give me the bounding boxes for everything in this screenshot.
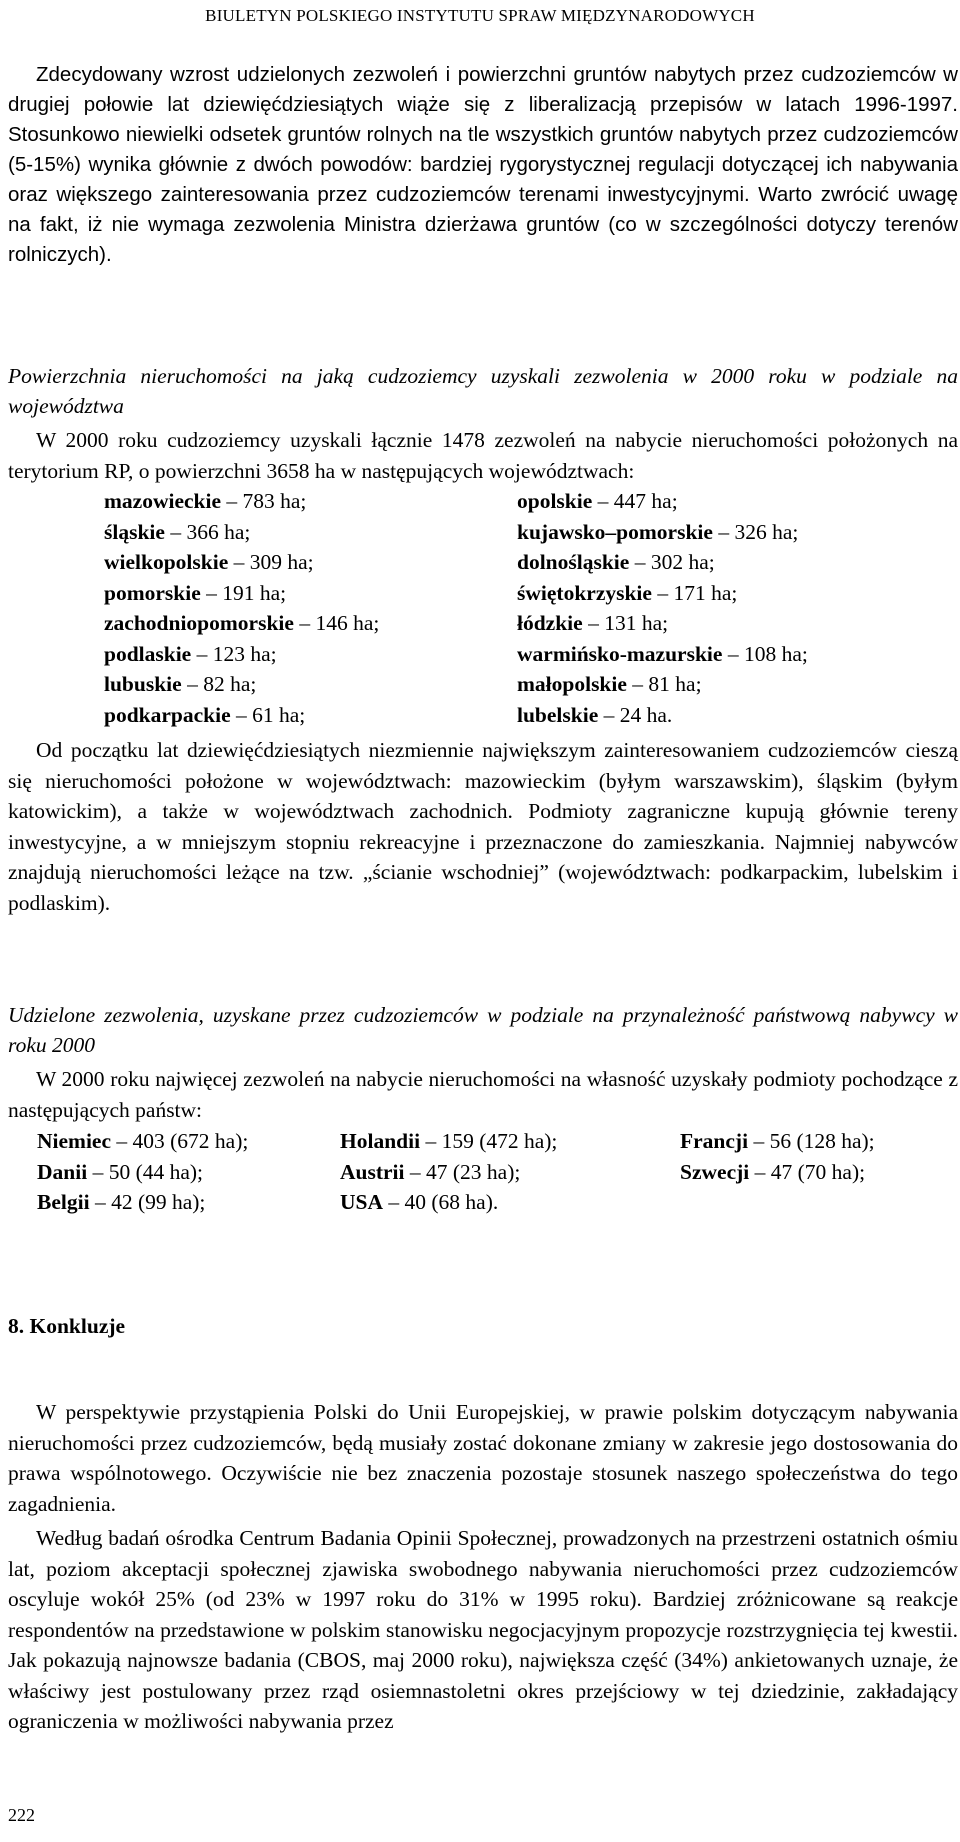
- country-lead-block: [8, 1064, 958, 1125]
- voivodeship-name: podlaskie: [104, 641, 192, 666]
- voivodeship-entry: [517, 578, 924, 609]
- conclusions-paragraph-2: Według badań ośrodka Centrum Badania Opinii Społecznej, prowadzonych na przestrzeni ostatnich ośmiu lat, poziom akceptacji społecznej zjawiska swobodnego nabywania nieruchomości przez cudzoziemców oscyluje wokół 25% (od 23% w 1997 roku do 31% w 1995 roku). Bardziej zróżnicowane są reakcje respondentów na przedstawione w polskim stanowisku negocjacyjnym propozycje rozstrzygnięcia tej kwestii. Jak pokazują najnowsze badania (CBOS, maj 2000 roku), największa część (34%) ankietowanych uznaje, że właściwy jest postulowany przez rząd osiemnastoletni okres przejściowy w tej dziedzinie, zakładający ograniczenia w możliwości nabywania przez: [8, 1526, 958, 1733]
- voivodeship-heading-block: [8, 361, 958, 421]
- voivodeship-value: – 24 ha.: [603, 702, 673, 727]
- voivodeship-name: dolnośląskie: [517, 550, 630, 574]
- country-value: – 159 (472 ha);: [425, 1129, 558, 1153]
- voivodeship-value: – 61 ha;: [236, 702, 306, 727]
- voivodeship-grid: [104, 486, 924, 730]
- voivodeship-name: świętokrzyskie: [517, 580, 652, 605]
- country-name: USA: [340, 1190, 384, 1214]
- conclusions-paragraph-1: W perspektywie przystąpienia Polski do Unii Europejskiej, w prawie polskim dotyczącym nabywania nieruchomości przez cudzoziemców, będą musiały zostać dokonane zmiany w zakresie jego dostosowania do prawa wspólnotowego. Oczywiście nie bez znaczenia pozostaje stosunek naszego społeczeństwa do tego zagadnienia.: [8, 1400, 958, 1516]
- country-entry: [37, 1157, 340, 1188]
- country-name: Danii: [37, 1159, 88, 1184]
- voivodeship-entry: [104, 639, 517, 670]
- voivodeship-heading: Powierzchnia nieruchomości na jaką cudzoziemcy uzyskali zezwolenia w 2000 roku w podziale na województwa: [8, 364, 958, 418]
- intro-paragraph-block: [8, 60, 958, 270]
- country-value: – 42 (99 ha);: [94, 1190, 206, 1214]
- country-entry: [340, 1187, 680, 1218]
- country-entry: [340, 1126, 680, 1157]
- country-entry: [680, 1126, 937, 1157]
- country-entry: [340, 1157, 680, 1188]
- country-value: – 403 (672 ha);: [116, 1129, 249, 1153]
- country-name: Niemiec: [37, 1129, 112, 1153]
- voivodeship-list: [104, 486, 924, 730]
- conclusions-title: 8. Konkluzje: [8, 1314, 126, 1338]
- running-header: BIULETYN POLSKIEGO INSTYTUTU SPRAW MIĘDZYNARODOWYCH: [205, 6, 755, 25]
- voivodeship-value: – 783 ha;: [226, 489, 307, 513]
- country-name: Francji: [680, 1129, 749, 1153]
- country-heading-block: [8, 1000, 958, 1060]
- voivodeship-name: podkarpackie: [104, 702, 231, 727]
- conclusions-title-block: [8, 1314, 958, 1339]
- voivodeship-value: – 81 ha;: [632, 672, 702, 696]
- voivodeship-entry: [517, 639, 924, 670]
- country-value: – 56 (128 ha);: [753, 1129, 875, 1153]
- country-entry: [37, 1187, 340, 1218]
- voivodeship-entry: [104, 486, 517, 517]
- voivodeship-value: – 131 ha;: [588, 611, 669, 635]
- country-grid: [37, 1126, 937, 1218]
- voivodeship-name: łódzkie: [517, 611, 583, 635]
- country-heading: Udzielone zezwolenia, uzyskane przez cudzoziemców w podziale na przynależność państwową nabywcy w roku 2000: [8, 1003, 958, 1057]
- voivodeship-name: mazowieckie: [104, 489, 222, 513]
- voivodeship-value: – 108 ha;: [727, 641, 808, 666]
- voivodeship-value: – 191 ha;: [206, 580, 287, 605]
- voivodeship-entry: [517, 608, 924, 639]
- voivodeship-name: zachodniopomorskie: [104, 611, 294, 635]
- voivodeship-entry: [517, 700, 924, 731]
- voivodeship-commentary-block: [8, 735, 958, 918]
- conclusions-paragraph-1-block: [8, 1397, 958, 1519]
- country-entry: [37, 1126, 340, 1157]
- voivodeship-entry: [104, 669, 517, 700]
- voivodeship-entry: [517, 669, 924, 700]
- voivodeship-name: lubuskie: [104, 672, 182, 696]
- voivodeship-entry: [104, 700, 517, 731]
- country-list: [37, 1126, 937, 1218]
- country-entry: [680, 1157, 937, 1188]
- voivodeship-entry: [517, 486, 924, 517]
- country-value: – 50 (44 ha);: [92, 1159, 204, 1184]
- voivodeship-value: – 447 ha;: [597, 489, 678, 513]
- voivodeship-name: pomorskie: [104, 580, 201, 605]
- voivodeship-value: – 326 ha;: [718, 519, 799, 544]
- voivodeship-lead: W 2000 roku cudzoziemcy uzyskali łącznie 1478 zezwoleń na nabycie nieruchomości położonych na terytorium RP, o powierzchni 3658 ha w następujących województwach:: [8, 428, 958, 483]
- voivodeship-name: warmińsko-mazurskie: [517, 641, 723, 666]
- voivodeship-value: – 309 ha;: [233, 550, 314, 574]
- voivodeship-entry: [104, 547, 517, 578]
- voivodeship-value: – 171 ha;: [657, 580, 738, 605]
- voivodeship-entry: [104, 608, 517, 639]
- voivodeship-value: – 302 ha;: [634, 550, 715, 574]
- voivodeship-name: lubelskie: [517, 702, 599, 727]
- voivodeship-value: – 146 ha;: [299, 611, 380, 635]
- voivodeship-name: wielkopolskie: [104, 550, 229, 574]
- voivodeship-entry: [517, 517, 924, 548]
- country-name: Belgii: [37, 1190, 90, 1214]
- voivodeship-name: śląskie: [104, 519, 165, 544]
- conclusions-paragraph-2-block: [8, 1523, 958, 1737]
- voivodeship-commentary: Od początku lat dziewięćdziesiątych niezmiennie największym zainteresowaniem cudzoziemców cieszą się nieruchomości położone w województwach: mazowieckim (byłym warszawskim), śląskim (byłym katowickim), a także w województwach zachodnich. Podmioty zagraniczne kupują głównie tereny inwestycyjne, a w mniejszym stopniu rekreacyjne i przeznaczone do zamieszkania. Najmniej nabywców znajdują nieruchomości leżące na tzw. „ścianie wschodniej” (województwach: podkarpackim, lubelskim i podlaskim).: [8, 738, 958, 915]
- voivodeship-lead-block: [8, 425, 958, 486]
- voivodeship-value: – 366 ha;: [170, 519, 251, 544]
- voivodeship-entry: [517, 547, 924, 578]
- country-lead: W 2000 roku najwięcej zezwoleń na nabycie nieruchomości na własność uzyskały podmioty pochodzące z następujących państw:: [8, 1067, 958, 1122]
- country-value: – 40 (68 ha).: [388, 1190, 499, 1214]
- voivodeship-name: opolskie: [517, 489, 593, 513]
- country-name: Holandii: [340, 1129, 421, 1153]
- country-name: Austrii: [340, 1159, 405, 1184]
- voivodeship-value: – 123 ha;: [196, 641, 277, 666]
- voivodeship-name: kujawsko–pomorskie: [517, 519, 713, 544]
- country-name: Szwecji: [680, 1159, 750, 1184]
- voivodeship-entry: [104, 517, 517, 548]
- voivodeship-value: – 82 ha;: [187, 672, 257, 696]
- intro-paragraph: Zdecydowany wzrost udzielonych zezwoleń i powierzchni gruntów nabytych przez cudzoziemców w drugiej połowie lat dziewięćdziesiątych wiąże się z liberalizacją przepisów w latach 1996-1997. Stosunkowo niewielki odsetek gruntów rolnych na tle wszystkich gruntów nabytych przez cudzoziemców (5-15%) wynika głównie z dwóch powodów: bardziej rygorystycznej regulacji dotyczącej ich nabywania oraz większego zainteresowania przez cudzoziemców terenami inwestycyjnymi. Warto zwrócić uwagę na fakt, iż nie wymaga zezwolenia Ministra dzierżawa gruntów (co w szczególności dotyczy terenów rolniczych).: [8, 63, 958, 266]
- country-value: – 47 (70 ha);: [754, 1159, 866, 1184]
- voivodeship-name: małopolskie: [517, 672, 627, 696]
- voivodeship-entry: [104, 578, 517, 609]
- page-number: 222: [8, 1805, 35, 1825]
- country-value: – 47 (23 ha);: [409, 1159, 521, 1184]
